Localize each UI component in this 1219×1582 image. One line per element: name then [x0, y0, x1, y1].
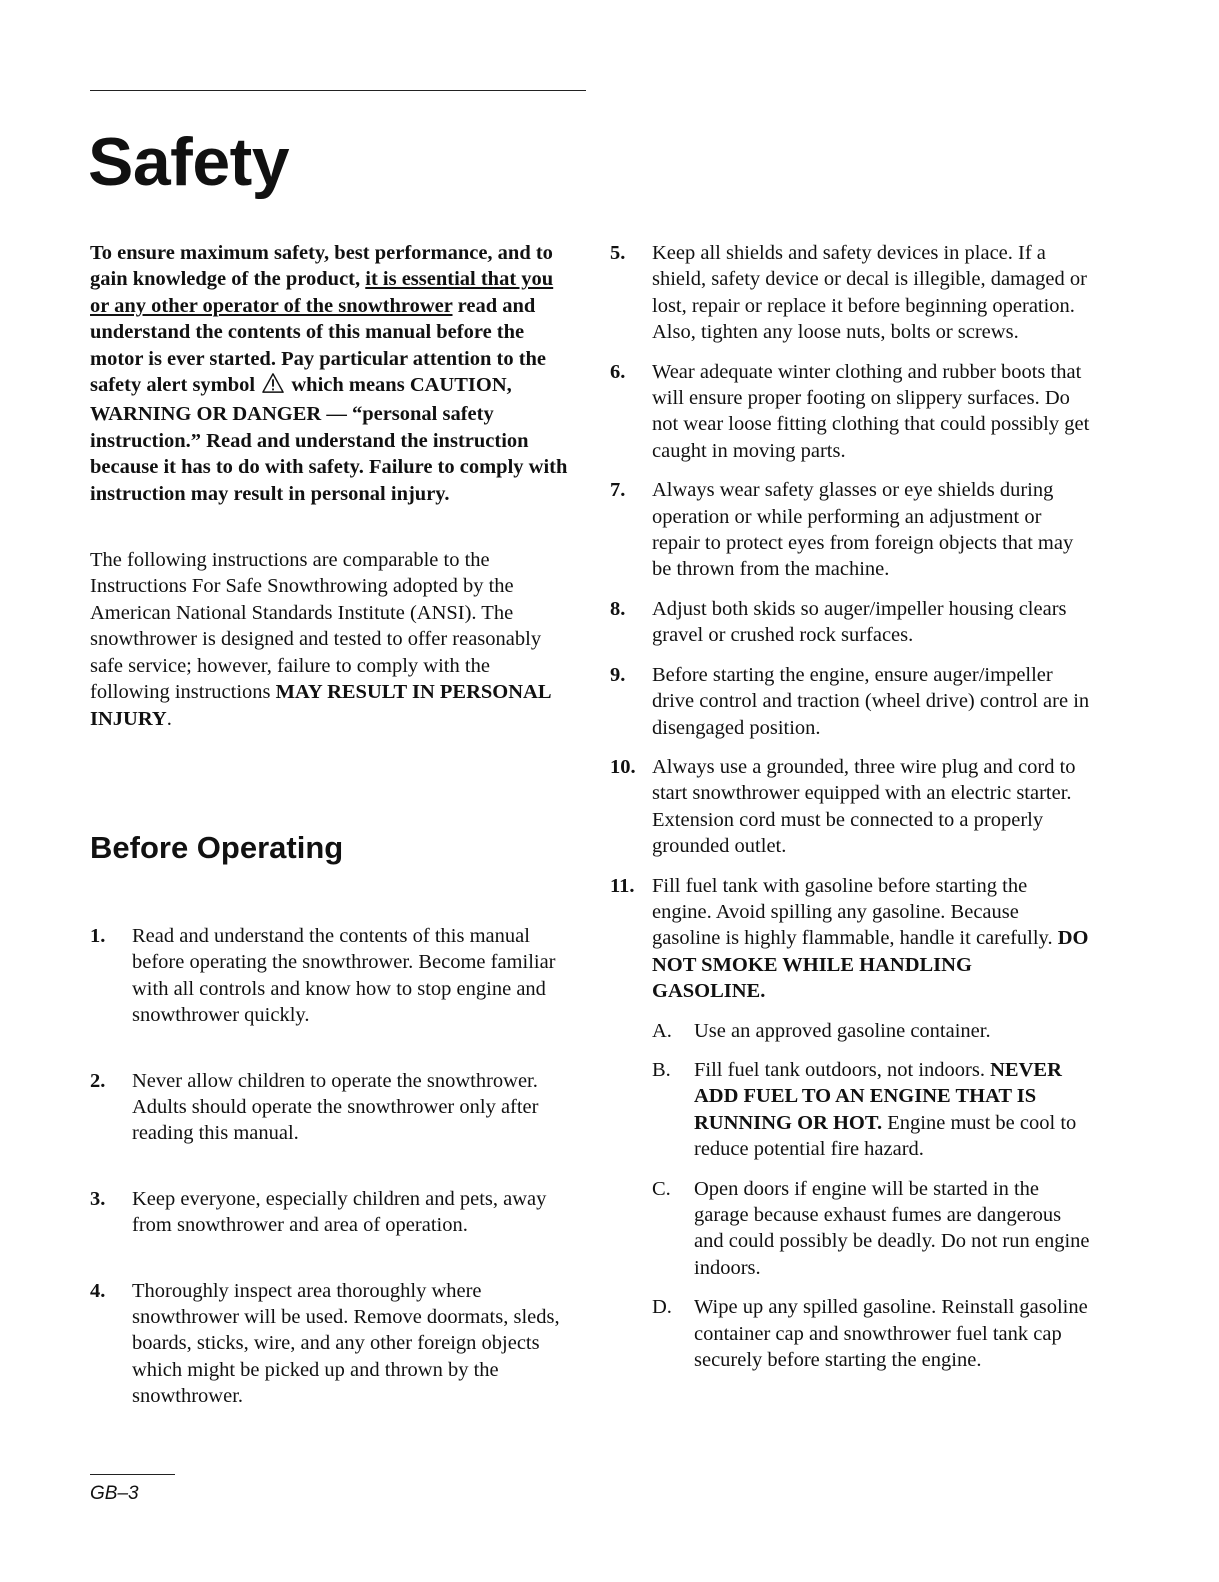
- instruction-list-right: [610, 240, 1090, 1373]
- top-rule: [90, 90, 586, 91]
- instruction-list-left: [90, 923, 570, 1410]
- list-item: 6. Wear adequate winter clothing and rubber boots that will ensure proper footing on slippery surfaces. Do not wear loose fitting clothing that could possibly get caught in moving parts.: [610, 360, 1090, 462]
- sub-list: [652, 1018, 1090, 1374]
- sub-list-item: B. Fill fuel tank outdoors, not indoors. NEVER ADD FUEL TO AN ENGINE THAT IS RUNNING OR HOT. Engine must be cool to reduce potential fire hazard.: [652, 1058, 1077, 1161]
- list-item: 3. Keep everyone, especially children and pets, away from snowthrower and area of operation.: [90, 1187, 547, 1237]
- intro-paragraph: To ensure maximum safety, best performance, and to gain knowledge of the product, it is essential that you or any other operator of the snowthrower read and understand the contents of this manual before the motor is ever started. Pay particular attention to the safety alert symbol which means CAUTION, WARNING OR DANGER — “personal safety instruction.” Read and understand the instruction because it has to do with safety. Failure to comply with instruction may result in personal injury.: [90, 242, 568, 505]
- sub-list-item: D. Wipe up any spilled gasoline. Reinstall gasoline container cap and snowthrower fuel tank cap securely before starting the engine.: [652, 1296, 1088, 1372]
- sub-list-item: A. Use an approved gasoline container.: [652, 1019, 991, 1042]
- list-item: 9. Before starting the engine, ensure auger/impeller drive control and traction (wheel drive) control are in disengaged position.: [610, 663, 1090, 739]
- intro-underlined: it is essential that you or any other operator of the snowthrower: [90, 268, 554, 317]
- left-column: [90, 240, 570, 1410]
- sub-list-item: C. Open doors if engine will be started in the garage because exhaust fumes are dangerous and could possibly be deadly. Do not run engine indoors.: [652, 1177, 1090, 1279]
- list-item: 8. Adjust both skids so auger/impeller housing clears gravel or crushed rock surfaces.: [610, 597, 1067, 647]
- list-item: 1. Read and understand the contents of this manual before operating the snowthrower. Become familiar with all controls and know how to stop engine and snowthrower quickly.: [90, 924, 556, 1027]
- list-item: 10. Always use a grounded, three wire plug and cord to start snowthrower equipped with an electric starter. Extension cord must be connected to a properly grounded outlet.: [610, 755, 1076, 858]
- list-item: 5. Keep all shields and safety devices in place. If a shield, safety device or decal is illegible, damaged or lost, repair or replace it before beginning operation. Also, tighten any loose nuts, bolts or screws.: [610, 242, 1087, 344]
- page-title: Safety: [88, 124, 290, 200]
- footer-rule: [90, 1474, 175, 1475]
- ansi-paragraph: The following instructions are comparable to the Instructions For Safe Snowthrowing adopted by the American National Standards Institute (ANSI). The snowthrower is designed and tested to offer reasonably safe service; however, failure to comply with the following instructions MAY RESULT IN PERSONAL INJURY.: [90, 549, 551, 730]
- page-number: GB–3: [90, 1483, 139, 1504]
- warning-triangle-icon: [262, 372, 284, 401]
- section-heading: Before Operating: [90, 829, 344, 865]
- list-item: 7. Always wear safety glasses or eye shields during operation or while performing an adjustment or repair to protect eyes from foreign objects that may be thrown from the machine.: [610, 479, 1074, 581]
- list-item: 2. Never allow children to operate the snowthrower. Adults should operate the snowthrower only after reading this manual.: [90, 1069, 539, 1145]
- list-item: 11. Fill fuel tank with gasoline before starting the engine. Avoid spilling any gasoline. Because gasoline is highly flammable, handle it carefully. DO NOT SMOKE WHILE HANDLING GASOLINE. A. Use an approved gasoline container. B. Fill fuel tank outdoors, not indoors. NEVER ADD FUEL TO AN ENGINE THAT IS RUNNING OR HOT. Engine must be cool to reduce potential fire hazard. C. Open doors if engine will be started in the garage because exhaust fumes are dangerous and could possibly be deadly. Do not run engine indoors. D. Wipe up any spilled gasoline. Reinstall gasoline container cap and snowthrower fuel tank cap securely before starting the engine.: [610, 873, 1090, 1374]
- right-column: [610, 240, 1090, 1373]
- list-item: 4. Thoroughly inspect area thoroughly where snowthrower will be used. Remove doormats, sleds, boards, sticks, wire, and any other foreign objects which might be picked up and thrown by the snowthrower.: [90, 1279, 560, 1408]
